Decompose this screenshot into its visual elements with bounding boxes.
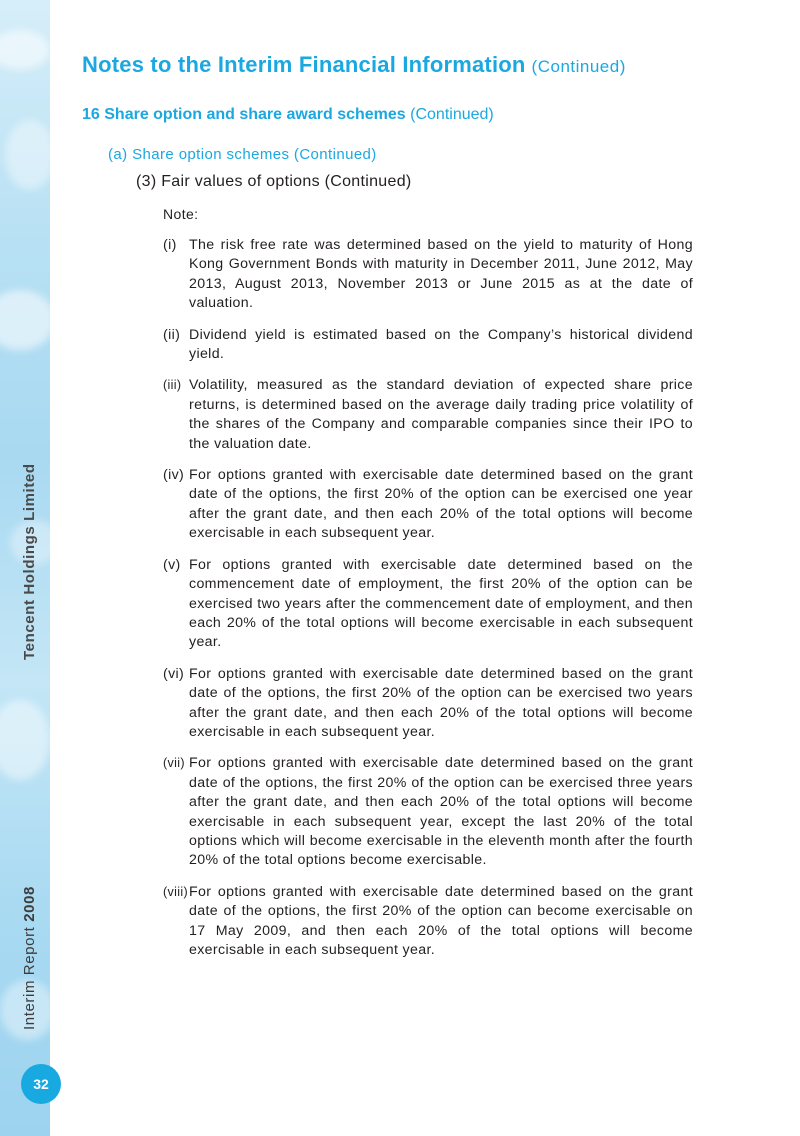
note-number: (i): [163, 237, 177, 253]
note-item: [163, 326, 693, 365]
note-label: Note:: [163, 206, 199, 222]
note-item: [163, 883, 693, 961]
subheading-fair-values: (3) Fair values of options (Continued): [136, 173, 412, 190]
note-text: For options granted with exercisable date determined based on the grant date of the options, the first 20% of the option can be exercised one year after the grant date, and then each 20% of the total options will become exercisable in each subsequent year.: [189, 467, 693, 542]
note-item: [163, 236, 693, 314]
note-item: [163, 556, 693, 653]
report-year: 2008: [21, 886, 38, 922]
section-heading: [82, 106, 494, 124]
section-heading-text: 16 Share option and share award schemes: [82, 106, 406, 123]
note-number: (iii): [163, 378, 182, 393]
note-item: [163, 665, 693, 743]
cloud-decoration: [0, 700, 50, 780]
note-number: (viii): [163, 884, 189, 899]
report-prefix: Interim Report: [21, 926, 38, 1030]
note-item: [163, 466, 693, 544]
note-text: For options granted with exercisable date determined based on the grant date of the options, the first 20% of the option can be exercised two years after the grant date, and then each 20% of the total options will become exercisable in each subsequent year.: [189, 665, 693, 740]
note-number: (ii): [163, 326, 181, 343]
cloud-decoration: [0, 290, 50, 350]
cloud-decoration: [0, 30, 50, 70]
note-text: For options granted with exercisable date determined based on the grant date of the options, the first 20% of the option can be exercised three years after the grant date, and then each 20% of the total options will become exercisable in each subsequent year, except the last 20% of the total options which will become exercisable in the eleventh month after the fourth 20% of the total options become exercisable.: [189, 755, 693, 869]
note-text: For options granted with exercisable date determined based on the commencement date of employment, the first 20% of the option can be exercised two years after the commencement date of employment, and then each 20% of the total options will become exercisable in each subsequent year.: [189, 556, 693, 651]
note-text: The risk free rate was determined based on the yield to maturity of Hong Kong Government Bonds with maturity in December 2011, June 2012, May 2013, August 2013, November 2013 or June 2015 as at the date of valuation.: [189, 237, 693, 312]
sidebar-report-title: [21, 886, 38, 1030]
note-text: Volatility, measured as the standard deviation of expected share price returns, is determined based on the average daily trading price volatility of the shares of the Company and comparable companies since their IPO to the valuation date.: [189, 377, 693, 452]
note-item: [163, 754, 693, 870]
cloud-decoration: [5, 120, 50, 190]
page-title-text: Notes to the Interim Financial Information: [82, 52, 526, 77]
note-number: (iv): [163, 467, 185, 484]
page-number-badge: 32: [21, 1064, 61, 1104]
note-number: (v): [163, 556, 181, 573]
sidebar-company-name: Tencent Holdings Limited: [21, 463, 38, 660]
notes-list: [163, 236, 693, 972]
subheading-share-option-schemes: (a) Share option schemes (Continued): [108, 146, 377, 163]
page-title-suffix: (Continued): [531, 57, 626, 76]
note-text: For options granted with exercisable date determined based on the grant date of the options, the first 20% of the option can become exercisable on 17 May 2009, and then each 20% of the total options will become exercisable in each subsequent year.: [189, 883, 693, 958]
page-title: [82, 52, 626, 78]
section-heading-suffix: (Continued): [410, 106, 494, 123]
note-text: Dividend yield is estimated based on the Company’s historical dividend yield.: [189, 326, 693, 363]
note-item: [163, 376, 693, 454]
note-number: (vii): [163, 756, 185, 771]
note-number: (vi): [163, 665, 185, 682]
